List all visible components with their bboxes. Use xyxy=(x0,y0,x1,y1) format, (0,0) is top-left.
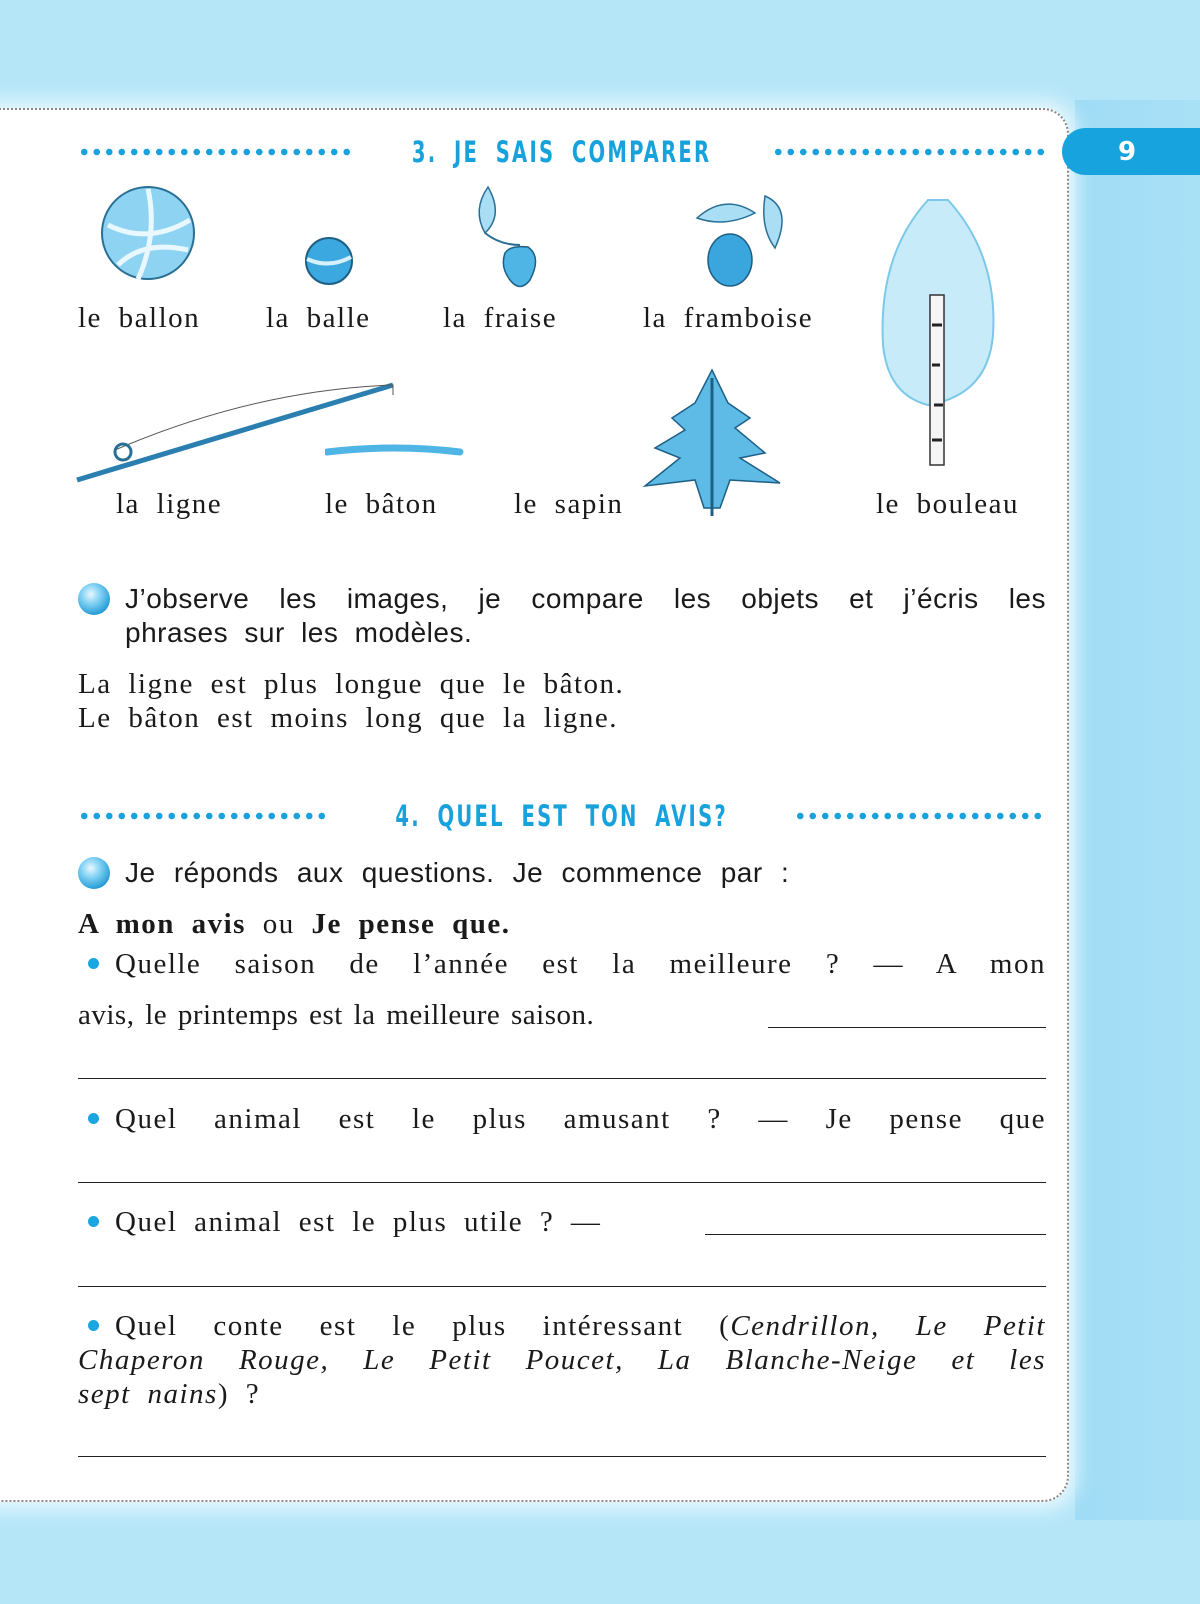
answer-line[interactable] xyxy=(78,1456,1046,1457)
section-4-title: 4. QUEL EST TON AVIS? xyxy=(395,799,729,833)
section-4-heading xyxy=(78,796,1046,836)
instruction-bubble-icon xyxy=(78,857,110,889)
raspberry-illustration xyxy=(695,188,795,293)
stick-illustration xyxy=(325,440,465,465)
section-3-heading xyxy=(78,132,1046,172)
question-1-answer: avis, le printemps est la meilleure saison. xyxy=(78,999,595,1031)
question-4-tales: Cendrillon, Le Petit xyxy=(730,1310,1046,1342)
bullet-icon xyxy=(88,958,99,969)
question-2-text: Quel animal est le plus amusant ? — Je pense que xyxy=(115,1103,1046,1135)
fishing-rod-illustration xyxy=(75,380,400,485)
ball-illustration xyxy=(98,185,202,285)
answer-line[interactable] xyxy=(768,1027,1046,1028)
fir-tree-illustration xyxy=(640,368,785,518)
question-4-tales: sept nains xyxy=(78,1378,218,1410)
dotted-rule xyxy=(772,148,1046,156)
model-sentence-1: La ligne est plus longue que le bâton. xyxy=(78,668,625,700)
label-bouleau: le bouleau xyxy=(876,488,1019,520)
bullet-icon xyxy=(88,1113,99,1124)
model-sentence-2: Le bâton est moins long que la ligne. xyxy=(78,702,618,734)
small-ball-illustration xyxy=(303,235,355,287)
answer-line[interactable] xyxy=(78,1078,1046,1079)
page-edge-strip xyxy=(1075,100,1200,1520)
dotted-rule xyxy=(794,812,1046,820)
page-number-tab xyxy=(1062,128,1200,175)
label-sapin: le sapin xyxy=(514,488,624,520)
starter-b: Je pense que. xyxy=(311,908,511,940)
question-4-text: Quel conte est le plus intéressant ( xyxy=(115,1310,731,1342)
question-2 xyxy=(78,1103,1046,1136)
answer-line[interactable] xyxy=(705,1234,1046,1235)
page-number: 9 xyxy=(1117,136,1137,167)
starter-a: A mon avis xyxy=(78,908,246,940)
question-4-line-3 xyxy=(78,1378,260,1411)
question-4-line-1 xyxy=(78,1310,1046,1343)
question-1 xyxy=(78,948,1046,981)
birch-tree-illustration xyxy=(868,195,1008,475)
starter-or: ou xyxy=(262,908,295,940)
question-1-text: Quelle saison de l’année est la meilleure ? — A mon xyxy=(115,948,1046,980)
question-4-line-2 xyxy=(78,1344,1046,1377)
dotted-rule xyxy=(78,148,352,156)
instruction-4: Je réponds aux questions. Je commence par : xyxy=(125,857,790,888)
label-fraise: la fraise xyxy=(443,302,558,334)
section-3-title: 3. JE SAIS COMPARER xyxy=(412,135,712,169)
answer-starters xyxy=(78,908,511,941)
question-4-end: ) ? xyxy=(217,1378,261,1410)
dotted-rule xyxy=(78,812,330,820)
answer-line[interactable] xyxy=(78,1286,1046,1287)
label-framboise: la framboise xyxy=(643,302,814,334)
instruction-bubble-icon xyxy=(78,583,110,615)
label-ballon: le ballon xyxy=(78,302,201,334)
question-3 xyxy=(78,1206,601,1239)
strawberry-illustration xyxy=(470,185,555,295)
instruction-line-1: J’observe les images, je compare les objets et j’écris les xyxy=(125,583,1046,614)
question-4-tales: Chaperon Rouge, Le Petit Poucet, La Blanche-Neige et les xyxy=(78,1344,1046,1376)
question-3-text: Quel animal est le plus utile ? — xyxy=(115,1206,602,1238)
label-ligne: la ligne xyxy=(116,488,223,520)
label-baton: le bâton xyxy=(325,488,438,520)
bullet-icon xyxy=(88,1320,99,1331)
bullet-icon xyxy=(88,1216,99,1227)
answer-line[interactable] xyxy=(78,1182,1046,1183)
instruction-line-2: phrases sur les modèles. xyxy=(125,617,473,648)
label-balle: la balle xyxy=(266,302,371,334)
